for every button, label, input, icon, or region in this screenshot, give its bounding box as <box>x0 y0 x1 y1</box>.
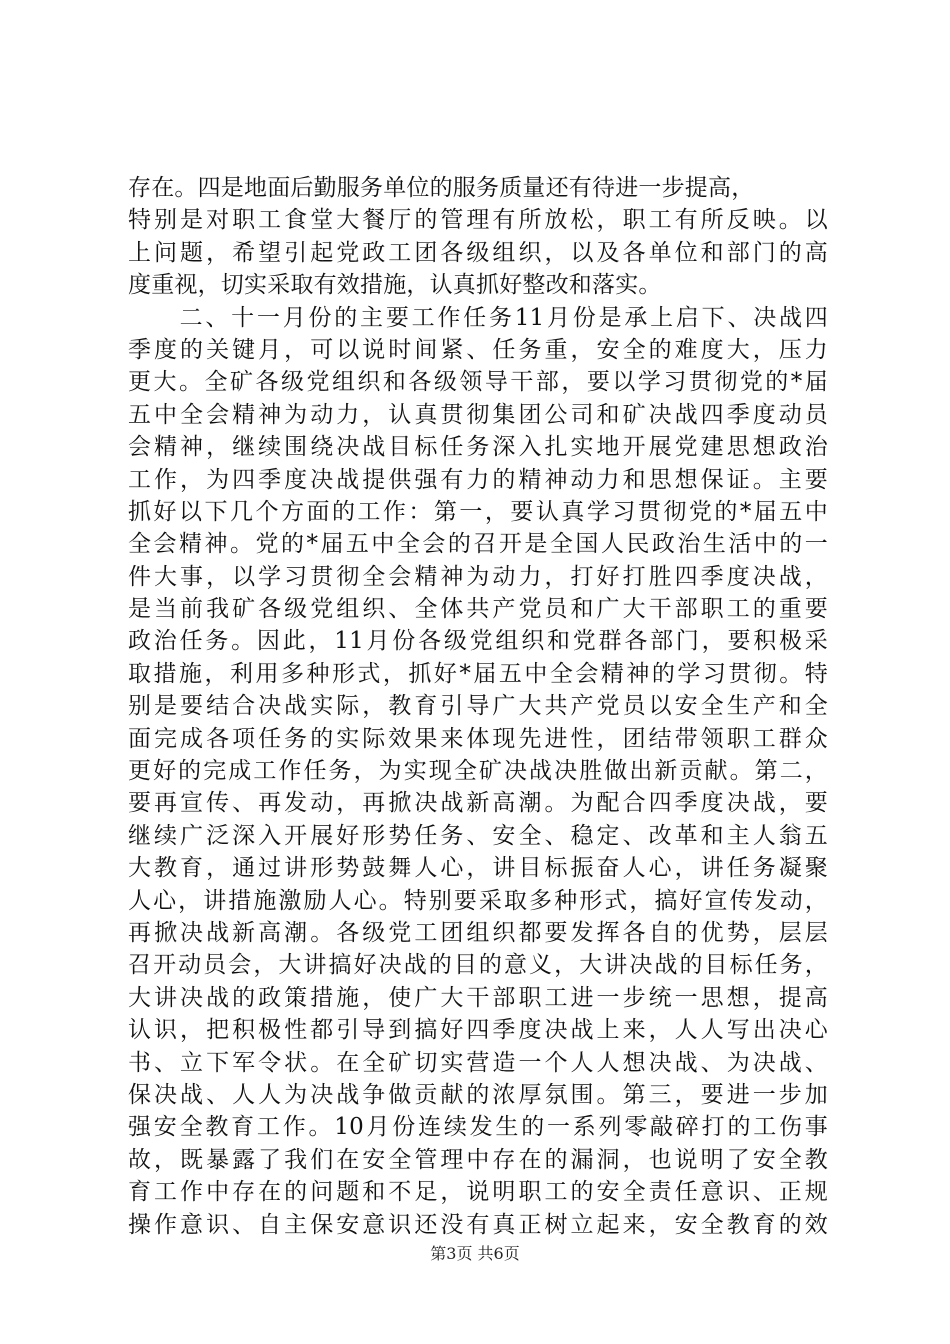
text-line: 再掀决战新高潮。各级党工团组织都要发挥各自的优势，层层 <box>128 919 828 946</box>
text-line: 更好的完成工作任务，为实现全矿决战决胜做出新贡献。第二， <box>128 758 828 785</box>
text-line: 书、立下军令状。在全矿切实营造一个人人想决战、为决战、 <box>128 1049 828 1076</box>
text-line: 强安全教育工作。10月份连续发生的一系列零敲碎打的工伤事 <box>128 1114 828 1141</box>
text-line: 是当前我矿各级党组织、全体共产党员和广大干部职工的重要 <box>128 596 828 623</box>
text-line: 育工作中存在的问题和不足，说明职工的安全责任意识、正规 <box>128 1179 828 1206</box>
text-line: 更大。全矿各级党组织和各级领导干部，要以学习贯彻党的*届 <box>128 369 828 396</box>
text-line: 大教育，通过讲形势鼓舞人心，讲目标振奋人心，讲任务凝聚 <box>128 855 828 882</box>
text-line: 特别是对职工食堂大餐厅的管理有所放松，职工有所反映。以 <box>128 207 828 234</box>
text-line: 全会精神。党的*届五中全会的召开是全国人民政治生活中的一 <box>128 531 828 558</box>
text-line: 保决战、人人为决战争做贡献的浓厚氛围。第三，要进一步加 <box>128 1081 828 1108</box>
text-line: 二、十一月份的主要工作任务11月份是承上启下、决战四 <box>128 304 828 331</box>
text-line: 五中全会精神为动力，认真贯彻集团公司和矿决战四季度动员 <box>128 401 828 428</box>
text-line: 大讲决战的政策措施，使广大干部职工进一步统一思想，提高 <box>128 984 828 1011</box>
text-line: 上问题，希望引起党政工团各级组织，以及各单位和部门的高 <box>128 239 828 266</box>
text-line: 件大事，以学习贯彻全会精神为动力，打好打胜四季度决战， <box>128 563 828 590</box>
text-line: 度重视，切实采取有效措施，认真抓好整改和落实。 <box>128 272 662 299</box>
text-line: 继续广泛深入开展好形势任务、安全、稳定、改革和主人翁五 <box>128 822 828 849</box>
text-line: 政治任务。因此，11月份各级党组织和党群各部门，要积极采 <box>128 628 828 655</box>
text-line: 抓好以下几个方面的工作：第一，要认真学习贯彻党的*届五中 <box>128 498 828 525</box>
text-line: 认识，把积极性都引导到搞好四季度决战上来，人人写出决心 <box>128 1017 828 1044</box>
text-line: 面完成各项任务的实际效果来体现先进性，团结带领职工群众 <box>128 725 828 752</box>
text-line: 别是要结合决战实际，教育引导广大共产党员以安全生产和全 <box>128 693 828 720</box>
text-line: 季度的关键月，可以说时间紧、任务重，安全的难度大，压力 <box>128 336 828 363</box>
text-line: 要再宣传、再发动，再掀决战新高潮。为配合四季度决战，要 <box>128 790 828 817</box>
text-line: 取措施，利用多种形式，抓好*届五中全会精神的学习贯彻。特 <box>128 660 828 687</box>
text-line: 召开动员会，大讲搞好决战的目的意义，大讲决战的目标任务， <box>128 952 828 979</box>
page-number-footer: 第3页 共6页 <box>430 1244 520 1263</box>
text-line: 会精神，继续围绕决战目标任务深入扎实地开展党建思想政治 <box>128 434 828 461</box>
body-text <box>128 172 828 1241</box>
text-line: 操作意识、自主保安意识还没有真正树立起来，安全教育的效 <box>128 1211 828 1238</box>
text-line: 故，既暴露了我们在安全管理中存在的漏洞，也说明了安全教 <box>128 1146 828 1173</box>
text-line: 工作，为四季度决战提供强有力的精神动力和思想保证。主要 <box>128 466 828 493</box>
text-line: 存在。四是地面后勤服务单位的服务质量还有待进一步提高， <box>128 175 755 201</box>
text-line: 人心，讲措施激励人心。特别要采取多种形式，搞好宣传发动， <box>128 887 828 914</box>
